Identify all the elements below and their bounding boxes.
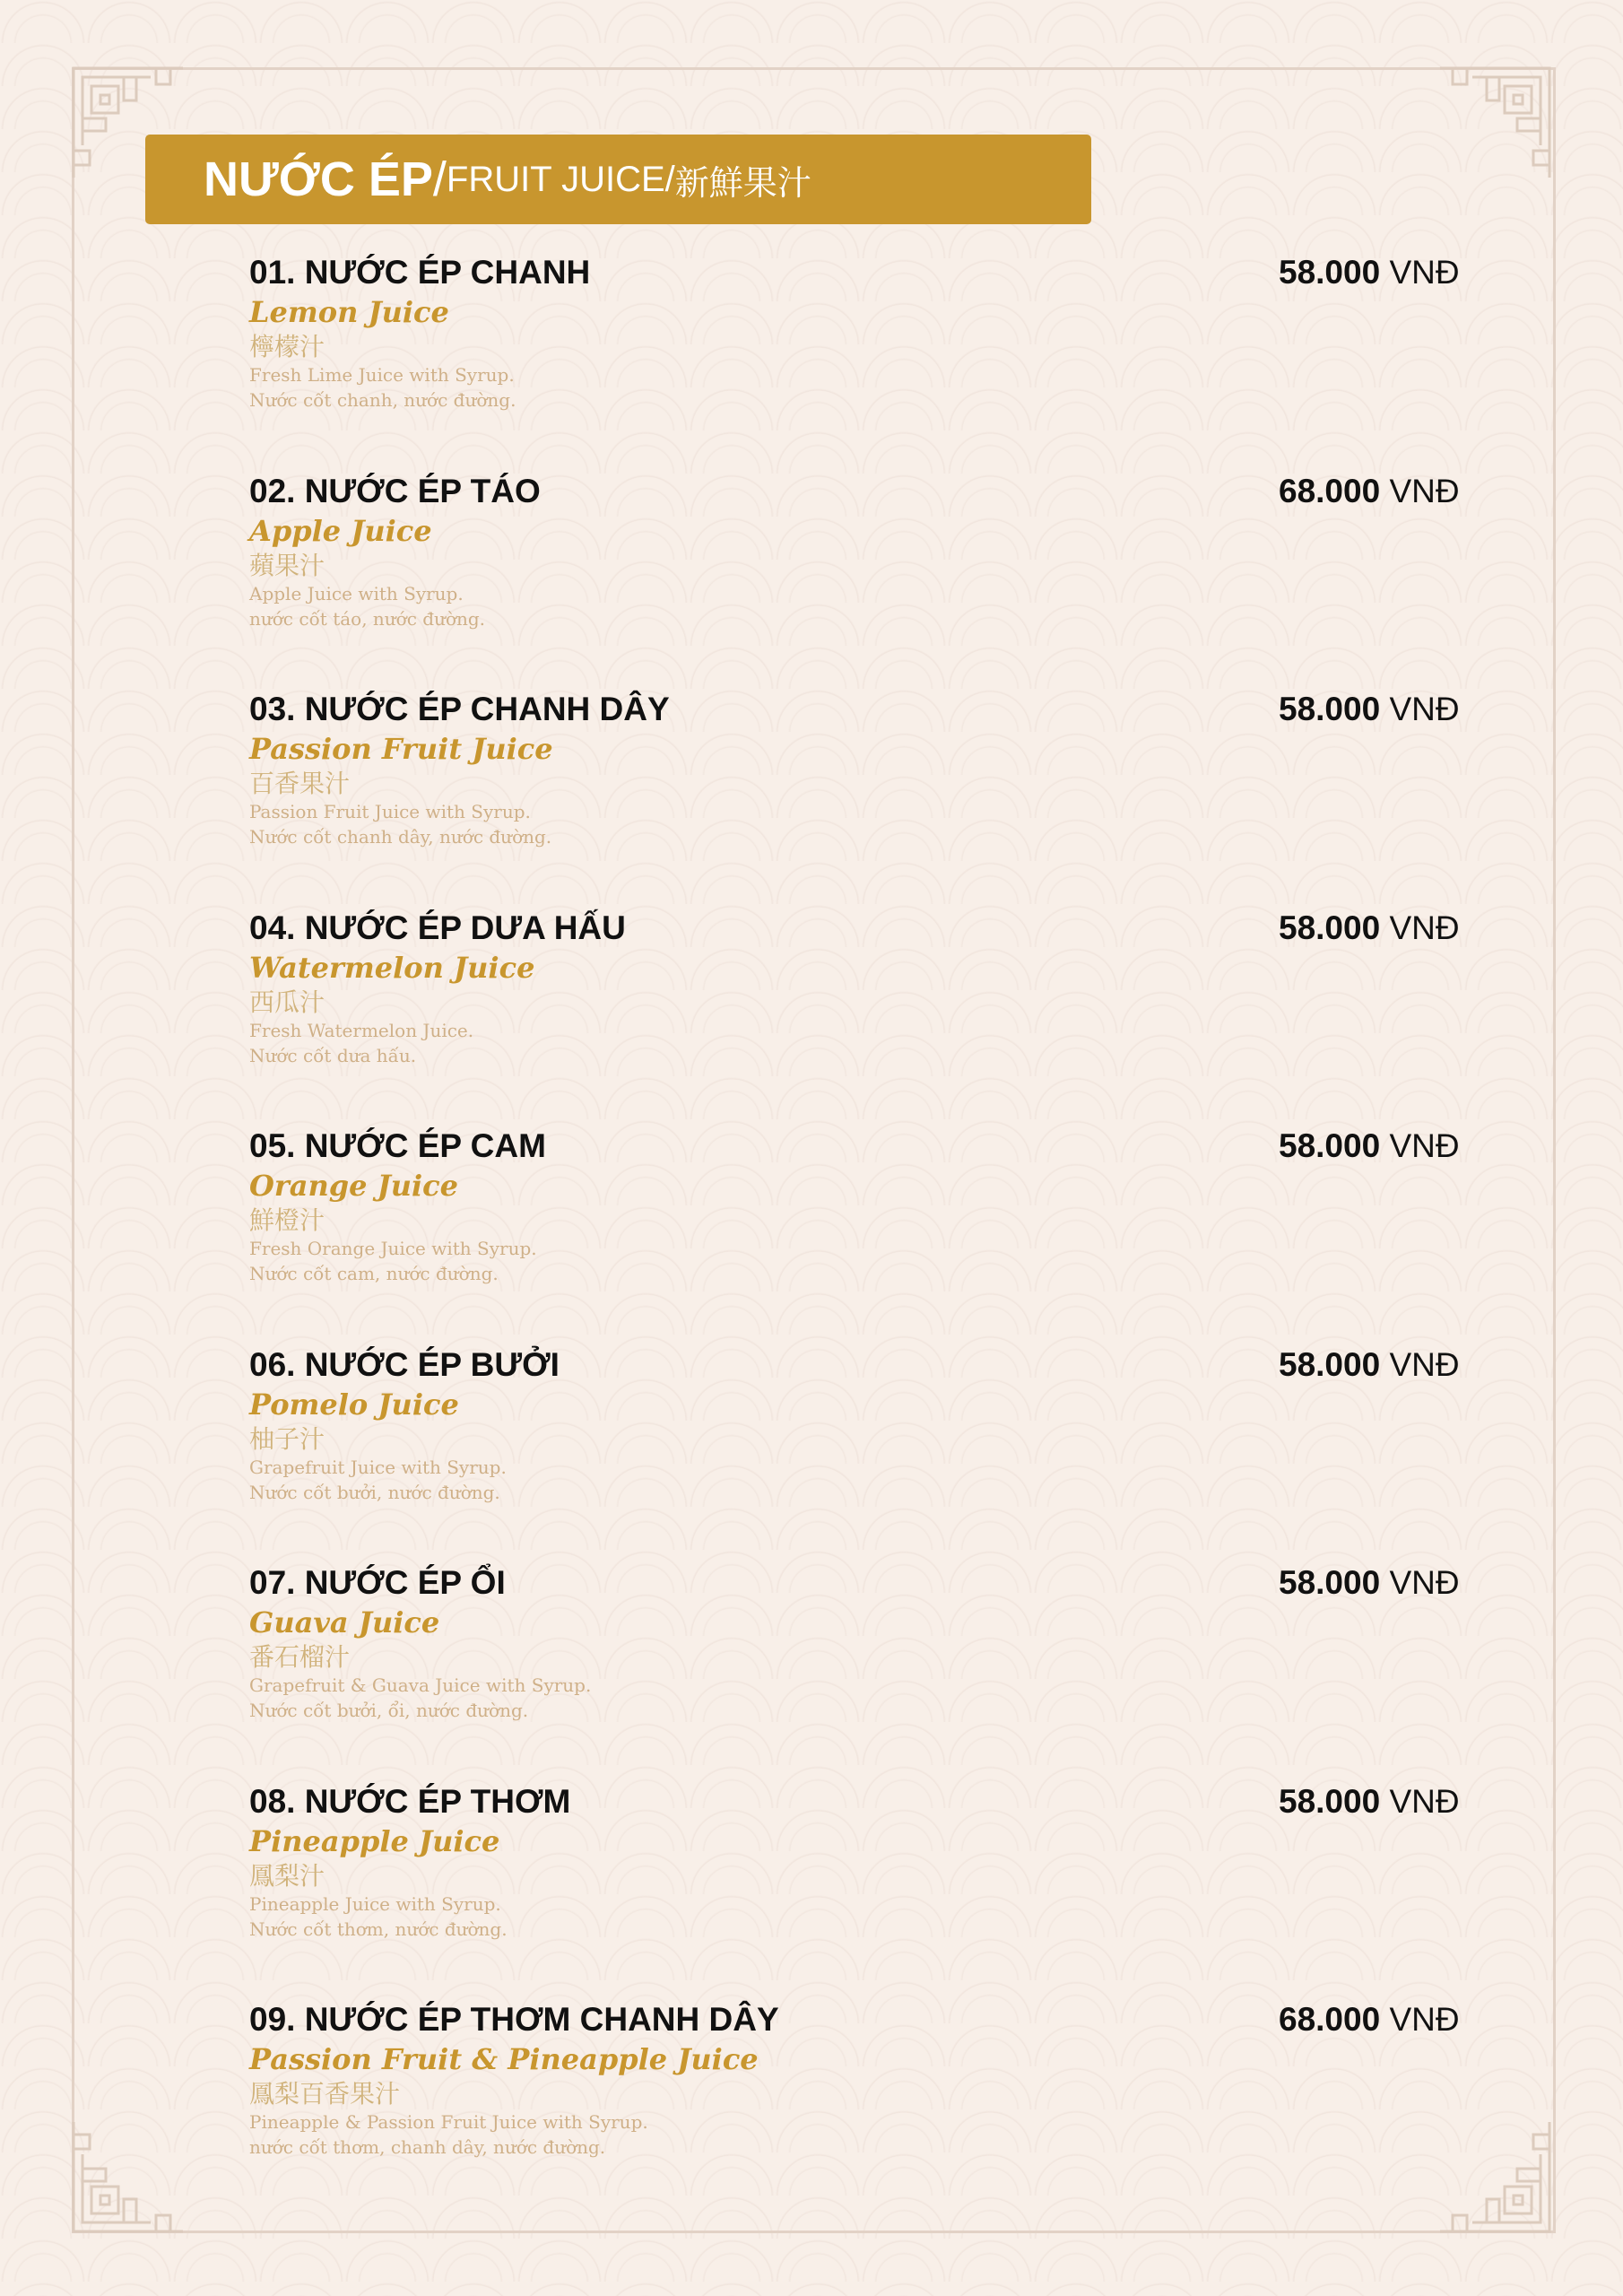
item-name: 08. NƯỚC ÉP THƠM (249, 1782, 571, 1820)
item-name: 04. NƯỚC ÉP DƯA HẤU (249, 909, 626, 946)
price-amount: 58.000 (1279, 909, 1381, 946)
item-chinese-name: 柚子汁 (249, 1423, 325, 1454)
item-description-en: Grapefruit Juice with Syrup. (249, 1456, 507, 1478)
price-currency: VNĐ (1389, 691, 1460, 727)
item-description-vi: Nước cốt bưởi, ổi, nước đường. (249, 1700, 529, 1721)
header-separator: / (664, 159, 675, 199)
price-amount: 58.000 (1279, 254, 1381, 291)
item-chinese-name: 百香果汁 (249, 769, 351, 798)
item-price (1279, 1126, 1460, 1166)
price-currency: VNĐ (1389, 472, 1460, 509)
corner-ornament-top-right (1436, 65, 1553, 181)
price-amount: 58.000 (1279, 691, 1381, 727)
item-chinese-name: 番石榴汁 (249, 1642, 351, 1672)
item-description-en: Grapefruit & Guava Juice with Syrup. (249, 1674, 592, 1696)
price-amount: 68.000 (1279, 2001, 1381, 2038)
price-amount: 58.000 (1279, 1564, 1381, 1601)
item-name: 07. NƯỚC ÉP ỔI (249, 1564, 506, 1601)
price-currency: VNĐ (1389, 2001, 1460, 2038)
item-description-en: Fresh Watermelon Juice. (249, 1019, 474, 1041)
price-currency: VNĐ (1389, 1564, 1460, 1601)
item-price (1279, 253, 1460, 292)
price-currency: VNĐ (1389, 254, 1460, 291)
item-english-name: Watermelon Juice (249, 950, 535, 985)
item-name: 06. NƯỚC ÉP BƯỞI (249, 1345, 560, 1383)
item-description-en: Fresh Lime Juice with Syrup. (249, 364, 515, 386)
price-amount: 58.000 (1279, 1782, 1381, 1820)
header-separator: / (432, 152, 447, 206)
item-name: 09. NƯỚC ÉP THƠM CHANH DÂY (249, 2001, 779, 2038)
price-currency: VNĐ (1389, 1127, 1460, 1164)
item-price (1279, 690, 1460, 729)
item-price (1279, 909, 1460, 948)
item-chinese-name: 鳳梨汁 (249, 1860, 325, 1891)
menu-item (249, 472, 1487, 691)
item-description-vi: Nước cốt dưa hấu. (249, 1044, 417, 1066)
item-chinese-name: 鮮橙汁 (249, 1205, 325, 1235)
item-name: 02. NƯỚC ÉP TÁO (249, 472, 541, 509)
item-english-name: Pomelo Juice (249, 1387, 459, 1422)
menu-item (249, 2000, 1487, 2219)
item-description-vi: Nước cốt chanh, nước đường. (249, 389, 516, 411)
header-title-en: FRUIT JUICE (446, 159, 665, 199)
item-english-name: Lemon Juice (249, 295, 449, 329)
section-header (145, 135, 1091, 224)
item-chinese-name: 西瓜汁 (249, 987, 325, 1017)
menu-item (249, 1563, 1487, 1782)
item-price (1279, 1345, 1460, 1385)
item-chinese-name: 蘋果汁 (249, 550, 325, 580)
item-price (1279, 1563, 1460, 1603)
price-currency: VNĐ (1389, 909, 1460, 946)
menu-item (249, 253, 1487, 472)
menu-item (249, 1126, 1487, 1345)
item-name: 05. NƯỚC ÉP CAM (249, 1127, 546, 1164)
menu-item (249, 1782, 1487, 2001)
item-description-en: Pineapple & Passion Fruit Juice with Syrup. (249, 2111, 648, 2133)
item-chinese-name: 檸檬汁 (249, 332, 325, 361)
item-english-name: Pineapple Juice (249, 1823, 500, 1858)
item-description-en: Fresh Orange Juice with Syrup. (249, 1238, 537, 1259)
header-title-zh: 新鮮果汁 (674, 162, 812, 203)
item-description-en: Apple Juice with Syrup. (249, 582, 464, 604)
item-description-vi: Nước cốt chanh dây, nước đường. (249, 826, 552, 848)
menu-item (249, 909, 1487, 1127)
item-description-vi: nước cốt thơm, chanh dây, nước đường. (249, 2136, 606, 2158)
price-amount: 68.000 (1279, 472, 1381, 509)
item-description-vi: Nước cốt cam, nước đường. (249, 1263, 499, 1284)
item-chinese-name: 鳳梨百香果汁 (249, 2079, 401, 2109)
price-currency: VNĐ (1389, 1345, 1460, 1383)
item-price (1279, 2000, 1460, 2039)
menu-item (249, 690, 1487, 909)
corner-ornament-bottom-left (70, 2118, 187, 2235)
price-amount: 58.000 (1279, 1345, 1381, 1383)
item-english-name: Apple Juice (249, 513, 432, 548)
menu-item (249, 1345, 1487, 1564)
price-amount: 58.000 (1279, 1127, 1381, 1164)
item-name: 01. NƯỚC ÉP CHANH (249, 254, 591, 291)
item-description-vi: Nước cốt bưởi, nước đường. (249, 1481, 500, 1503)
item-description-en: Passion Fruit Juice with Syrup. (249, 801, 531, 822)
item-price (1279, 472, 1460, 511)
header-title-vi: NƯỚC ÉP (204, 152, 433, 206)
item-english-name: Passion Fruit Juice (249, 732, 553, 766)
price-currency: VNĐ (1389, 1782, 1460, 1820)
menu-list (249, 253, 1487, 2219)
item-price (1279, 1782, 1460, 1822)
item-description-en: Pineapple Juice with Syrup. (249, 1892, 501, 1915)
item-english-name: Guava Juice (249, 1605, 440, 1639)
item-name: 03. NƯỚC ÉP CHANH DÂY (249, 691, 670, 727)
item-english-name: Orange Juice (249, 1169, 459, 1203)
item-description-vi: nước cốt táo, nước đường. (249, 607, 486, 630)
item-english-name: Passion Fruit & Pineapple Juice (249, 2042, 759, 2076)
item-description-vi: Nước cốt thơm, nước đường. (249, 1918, 508, 1940)
